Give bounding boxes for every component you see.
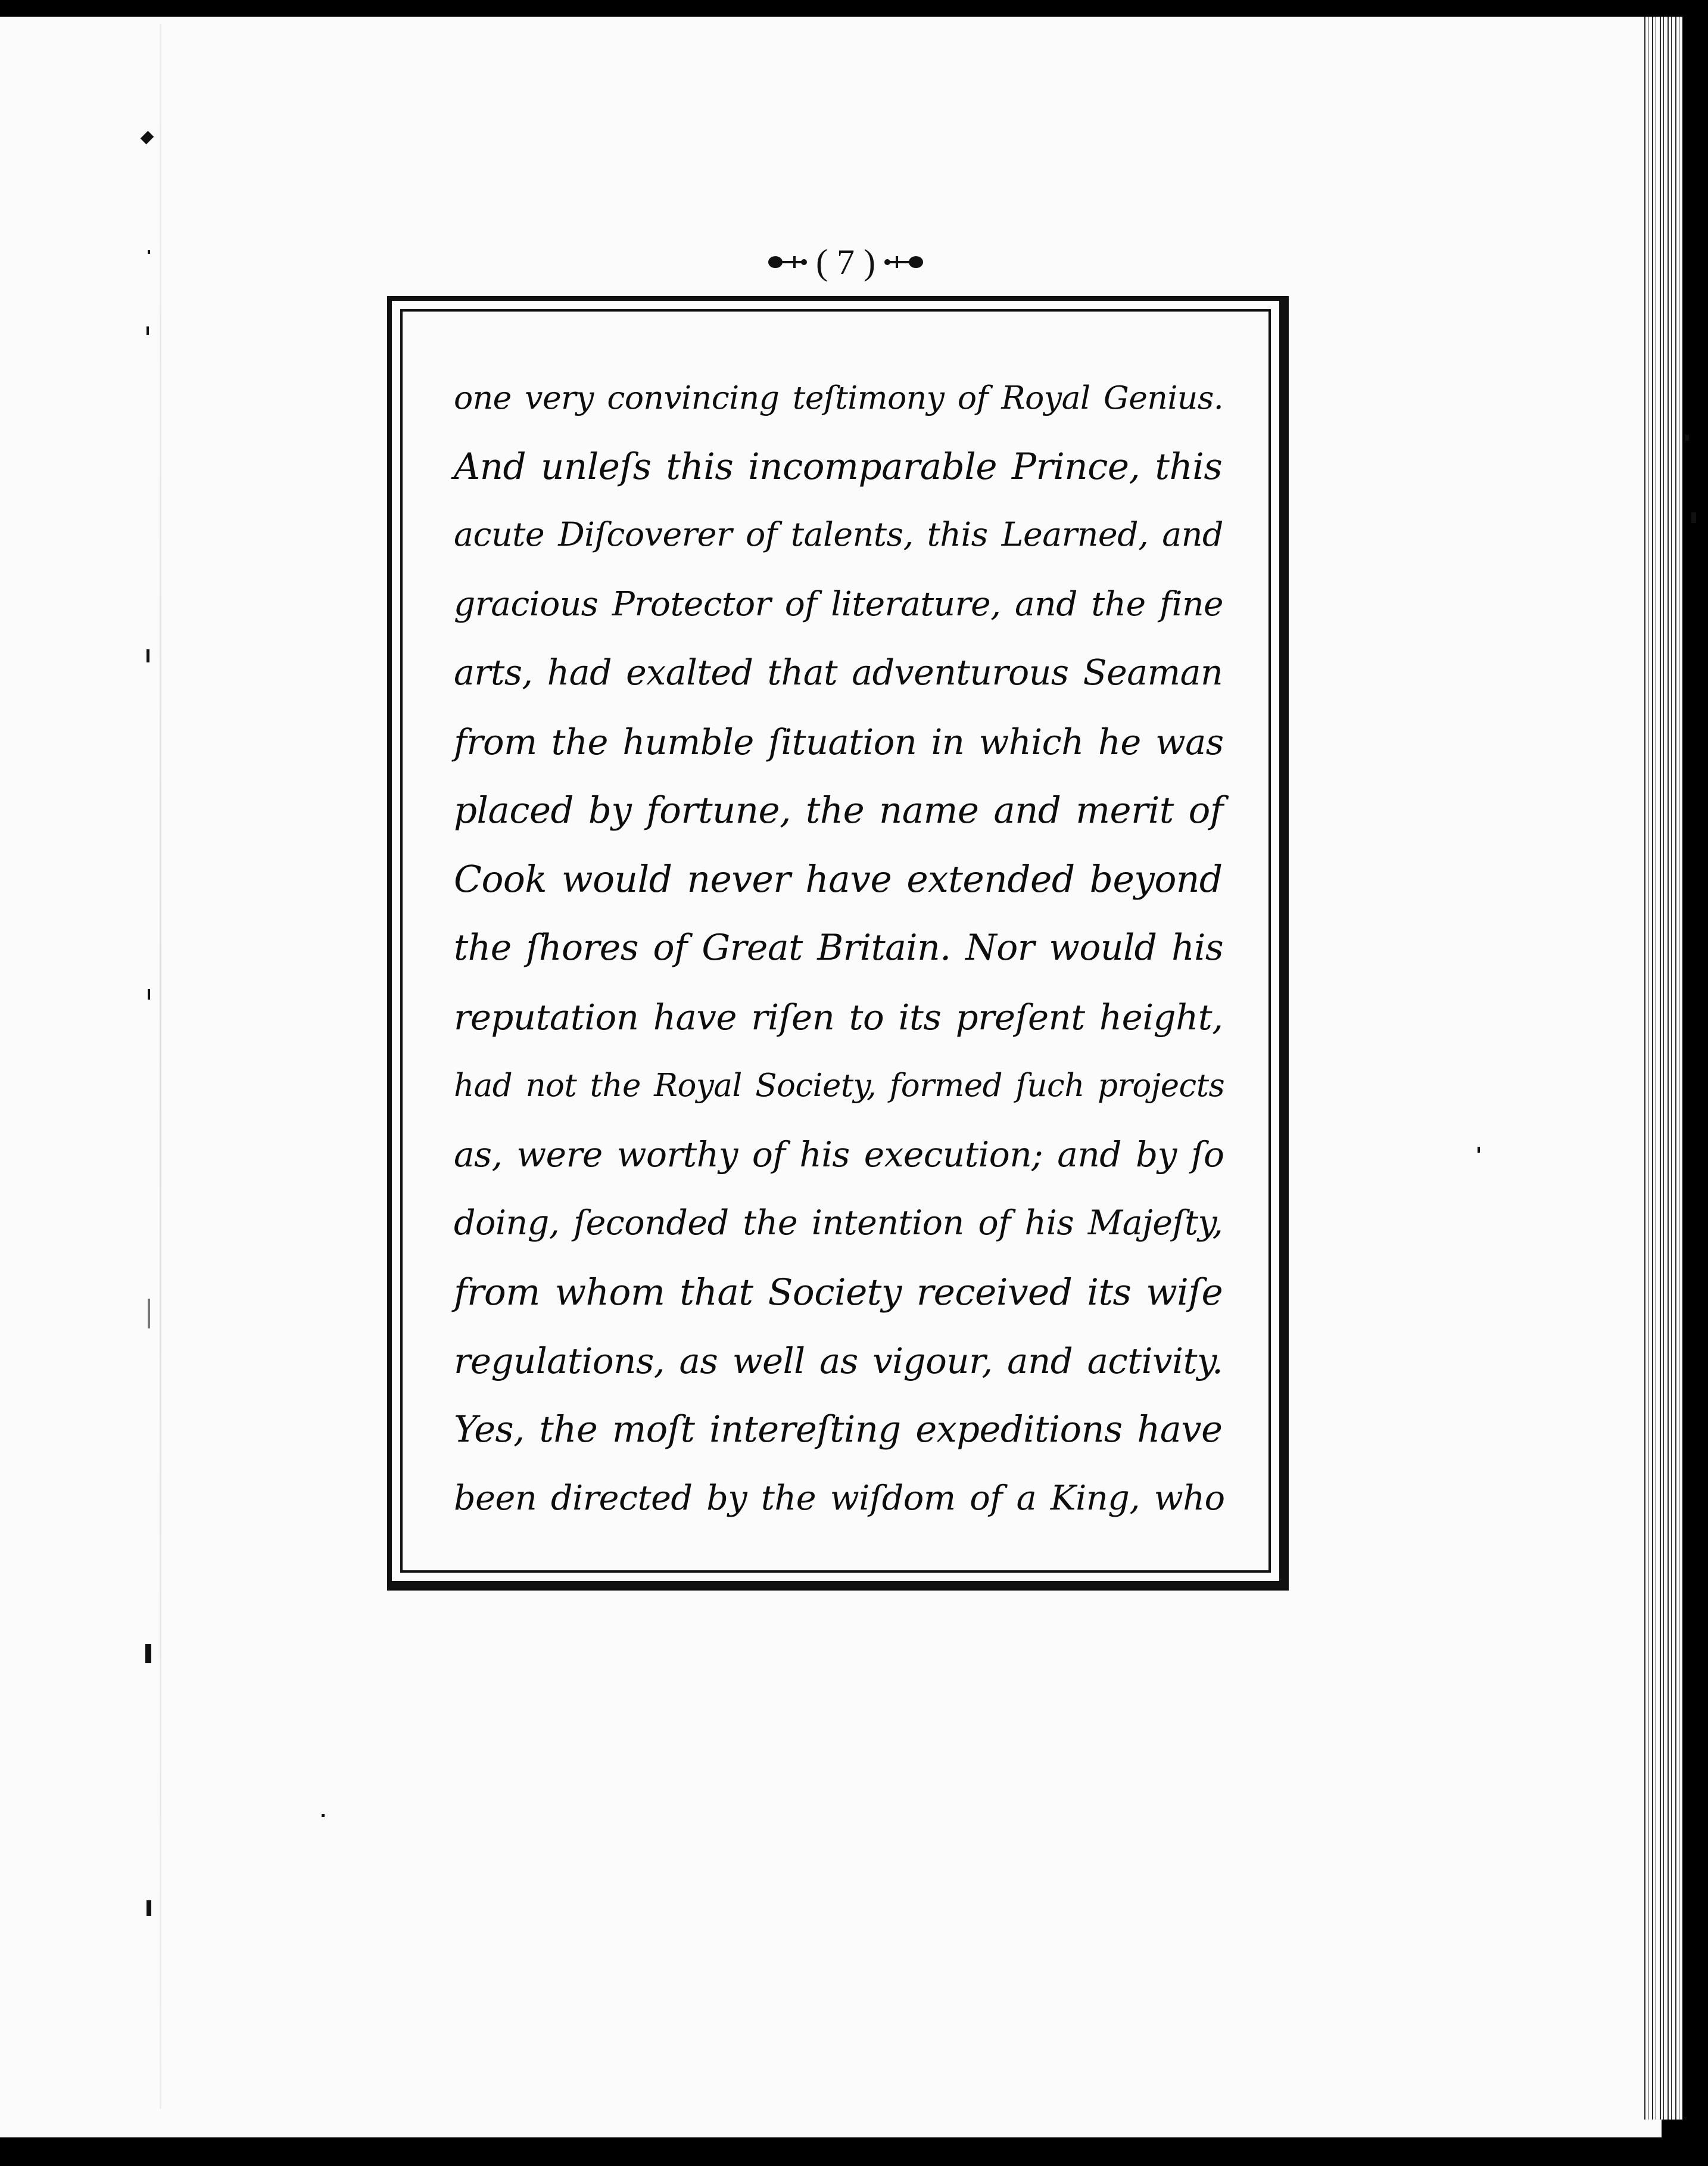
text-line: doing, ſeconded the intention of his Majeſty, (454, 1203, 1223, 1243)
text-line: as, were worthy of his execution; and by ſo (454, 1134, 1224, 1175)
text-line: Yes, the moſt intereſting expeditions have (454, 1408, 1223, 1451)
body-text (454, 363, 1225, 1533)
margin-mark (1691, 512, 1696, 523)
text-line: been directed by the wiſdom of a King, who (454, 1479, 1225, 1518)
margin-mark (147, 326, 149, 335)
text-line: arts, had exalted that adventurous Seaman (454, 652, 1223, 693)
text-line: from the humble ſituation in which he was (454, 721, 1224, 763)
fleuron-left-icon (767, 251, 809, 273)
margin-mark (148, 250, 150, 254)
page-edge-stack (1641, 17, 1682, 2120)
text-line: Cook would never have extended beyond (454, 858, 1223, 901)
margin-mark (1685, 435, 1689, 441)
text-line: placed by fortune, the name and merit of (454, 789, 1223, 832)
text-line: regulations, as well as vigour, and activity. (454, 1340, 1223, 1381)
text-line: And unleſs this incomparable Prince, this (454, 445, 1223, 488)
margin-mark (148, 989, 150, 1000)
text-line: from whom that Society received its wiſe (454, 1271, 1223, 1314)
page-number-text: ( 7 ) (816, 242, 875, 282)
margin-mark (147, 1900, 151, 1916)
fleuron-right-icon (883, 251, 924, 273)
page-gutter (160, 24, 161, 2109)
margin-mark (322, 1814, 325, 1817)
text-line: the ſhores of Great Britain. Nor would his (454, 927, 1224, 969)
margin-mark (145, 1644, 151, 1663)
margin-mark (148, 1299, 150, 1328)
text-line: gracious Protector of literature, and the fine (454, 584, 1224, 624)
margin-mark (1478, 1147, 1480, 1153)
text-line: reputation have riſen to its preſent height, (454, 996, 1223, 1038)
text-line: acute Diſcoverer of talents, this Learned, and (454, 516, 1223, 554)
margin-mark (147, 649, 149, 662)
text-line: had not the Royal Society, formed ſuch projects (454, 1068, 1225, 1104)
text-line: one very convincing teſtimony of Royal Genius. (454, 379, 1224, 416)
page-number (744, 238, 947, 286)
